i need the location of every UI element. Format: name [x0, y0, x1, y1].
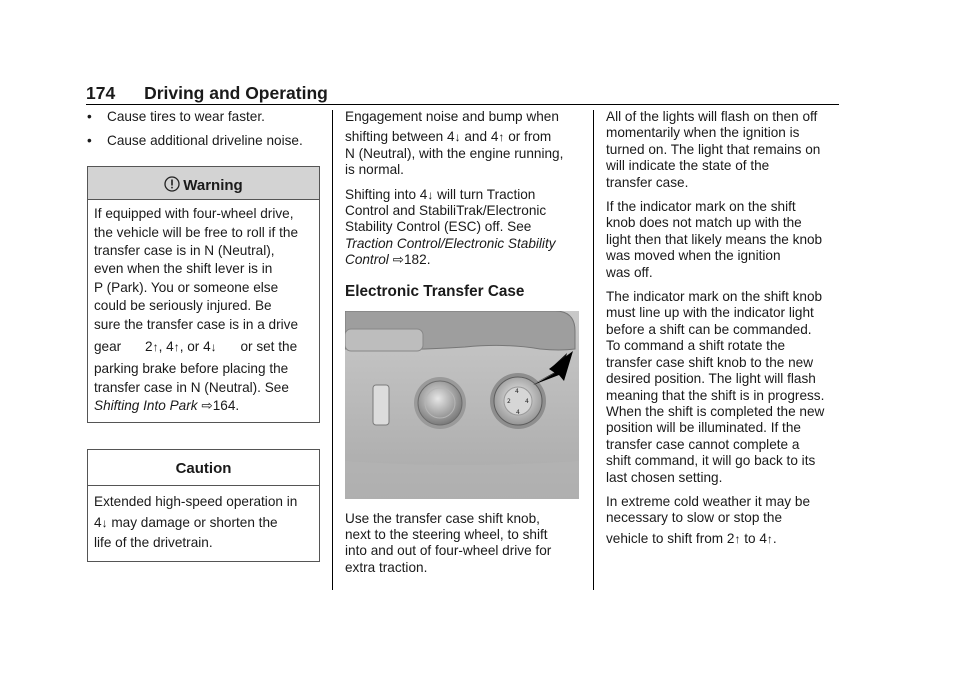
paragraph: If the indicator mark on the shift knob does not match up with the light then that likely means the knob was moved when the ignition was off.: [606, 199, 823, 280]
paragraph: In extreme cold weather it may be necessary to slow or stop the vehicle to shift from 2↑ to 4↑.: [606, 493, 810, 546]
list-item: • Cause additional driveline noise.: [87, 133, 303, 149]
column-divider-1: [332, 110, 333, 590]
page-ref-number[interactable]: 182: [404, 252, 427, 268]
paragraph: All of the lights will flash on then off momentarily when the ignition is turned on. The light that remains on will indicate the state of the transfer case.: [606, 109, 821, 190]
down-arrow-icon: ↓: [210, 340, 217, 355]
up-arrow-icon: ↑: [766, 531, 773, 546]
up-arrow-icon: ↑: [152, 340, 159, 355]
up-arrow-icon: ↑: [734, 531, 741, 546]
section-title: Driving and Operating: [144, 83, 328, 103]
column-1: [87, 109, 320, 562]
down-arrow-icon: ↓: [454, 130, 461, 145]
cross-reference-link[interactable]: Control: [345, 252, 389, 268]
caution-body: Extended high-speed operation in 4↓ may damage or shorten the life of the drivetrain.: [94, 494, 298, 550]
page-ref-number[interactable]: 164: [212, 398, 236, 414]
section-heading: Electronic Transfer Case: [345, 282, 525, 300]
warning-title: Warning: [88, 167, 319, 200]
up-arrow-icon: ↑: [173, 340, 180, 355]
cross-reference-link[interactable]: Shifting Into Park: [94, 398, 198, 414]
column-divider-2: [593, 110, 594, 590]
caution-box: [87, 449, 320, 563]
column-2: Engagement noise and bump when shifting between 4↓ and 4↑ or from N (Neutral), with the engine running, is normal. Shifting into 4↓ will turn Traction Control and StabiliTrak/Electronic Stability Control (ESC) off. See Traction Control/Electronic Stability Control ⇨182. Electronic Transfer Case 2 4 4 4 Use the transfer case shift knob, next to the steering wheel, to shift into and out of four-wheel drive for extra traction.: [345, 109, 579, 584]
svg-text:2: 2: [507, 397, 511, 405]
cross-reference-link[interactable]: Traction Control/Electronic Stability: [345, 235, 556, 251]
down-arrow-icon: ↓: [101, 515, 108, 530]
list-item: • Cause tires to wear faster.: [87, 109, 265, 124]
transfer-case-knob-photo: [345, 311, 579, 499]
down-arrow-icon: ↓: [427, 187, 434, 202]
page-number: 174: [86, 83, 116, 103]
warning-body: If equipped with four-wheel drive, the vehicle will be free to roll if the transfer case is in N (Neutral), even when the shift lever is in P (Park). You or someone else could be seriously injured. Be sure the transfer case is in a drive gear 2↑, 4↑, or 4↓ or set the parking brake before placing the transfer case in N (Neutral). See Shifting Into Park ⇨164.: [94, 206, 299, 414]
column-3: [606, 109, 842, 555]
caution-title: Caution: [88, 450, 319, 486]
up-arrow-icon: ↑: [498, 130, 505, 145]
paragraph: The indicator mark on the shift knob must line up with the indicator light before a shift can be commanded. To command a shift rotate the transfer case shift knob to the new desired position. The light will flash meaning that the shift is in progress. When the shift is completed the new position will be illuminated. If the transfer case cannot complete a shift command, it will go back to its last chosen setting.: [606, 289, 825, 485]
page-ref-icon: ⇨: [201, 398, 213, 414]
page-ref-icon: ⇨: [392, 252, 404, 268]
warning-box: [87, 166, 320, 423]
header-rule: [86, 104, 839, 105]
svg-text:4: 4: [525, 397, 529, 405]
warning-icon: [164, 176, 180, 192]
svg-text:4: 4: [516, 408, 520, 416]
page-header: [86, 82, 328, 104]
svg-text:4: 4: [515, 387, 519, 395]
